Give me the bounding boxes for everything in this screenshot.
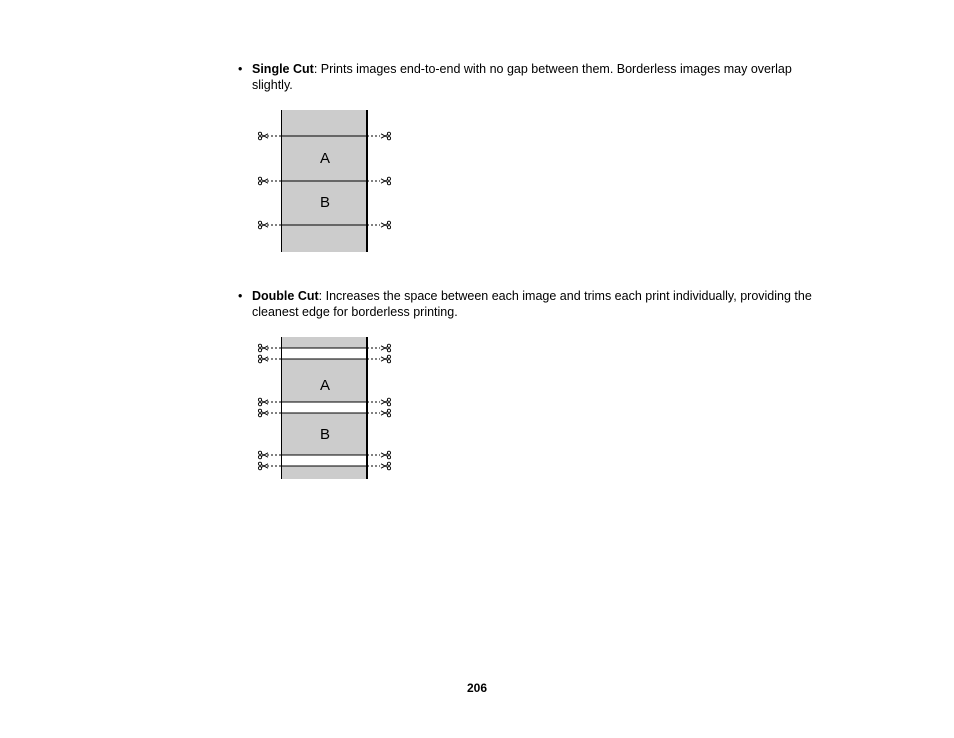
term-double-cut: Double Cut (252, 289, 319, 303)
term-single-cut: Single Cut (252, 62, 314, 76)
bullet-item-double-cut (238, 289, 828, 320)
description-single-cut: : Prints images end-to-end with no gap between them. Borderless images may overlap slightly. (252, 62, 792, 92)
paper-margin-bottom (281, 466, 367, 479)
scissors-icon (381, 398, 391, 406)
bullet-text (252, 289, 828, 320)
image-label-a: A (319, 150, 331, 167)
page-number: 206 (466, 681, 488, 695)
scissors-icon (258, 409, 268, 417)
bullet-dot: • (238, 62, 243, 76)
scissors-icon (381, 344, 391, 352)
scissors-icon (381, 355, 391, 363)
single-cut-svg (252, 108, 397, 254)
image-label-a: A (319, 377, 331, 394)
single-cut-diagram (252, 108, 397, 254)
description-double-cut: : Increases the space between each image and trims each print individually, providing the cleanest edge for borderless printing. (252, 289, 812, 319)
scissors-icon (258, 462, 268, 470)
scissors-icon (258, 398, 268, 406)
image-label-b: B (319, 426, 331, 443)
scissors-icon (381, 221, 391, 229)
scissors-icon (258, 132, 268, 140)
double-cut-svg (252, 336, 397, 482)
scissors-icon (258, 355, 268, 363)
scissors-icon (258, 221, 268, 229)
paper-margin-top (281, 337, 367, 348)
double-cut-diagram (252, 336, 397, 482)
scissors-icon (381, 177, 391, 185)
scissors-icon (381, 132, 391, 140)
scissors-icon (258, 344, 268, 352)
scissors-icon (258, 451, 268, 459)
bullet-text (252, 62, 828, 93)
bullet-item-single-cut (238, 62, 828, 93)
scissors-icon (381, 451, 391, 459)
scissors-icon (258, 177, 268, 185)
scissors-icon (381, 409, 391, 417)
image-label-b: B (319, 194, 331, 211)
scissors-icon (381, 462, 391, 470)
bullet-dot: • (238, 289, 243, 303)
